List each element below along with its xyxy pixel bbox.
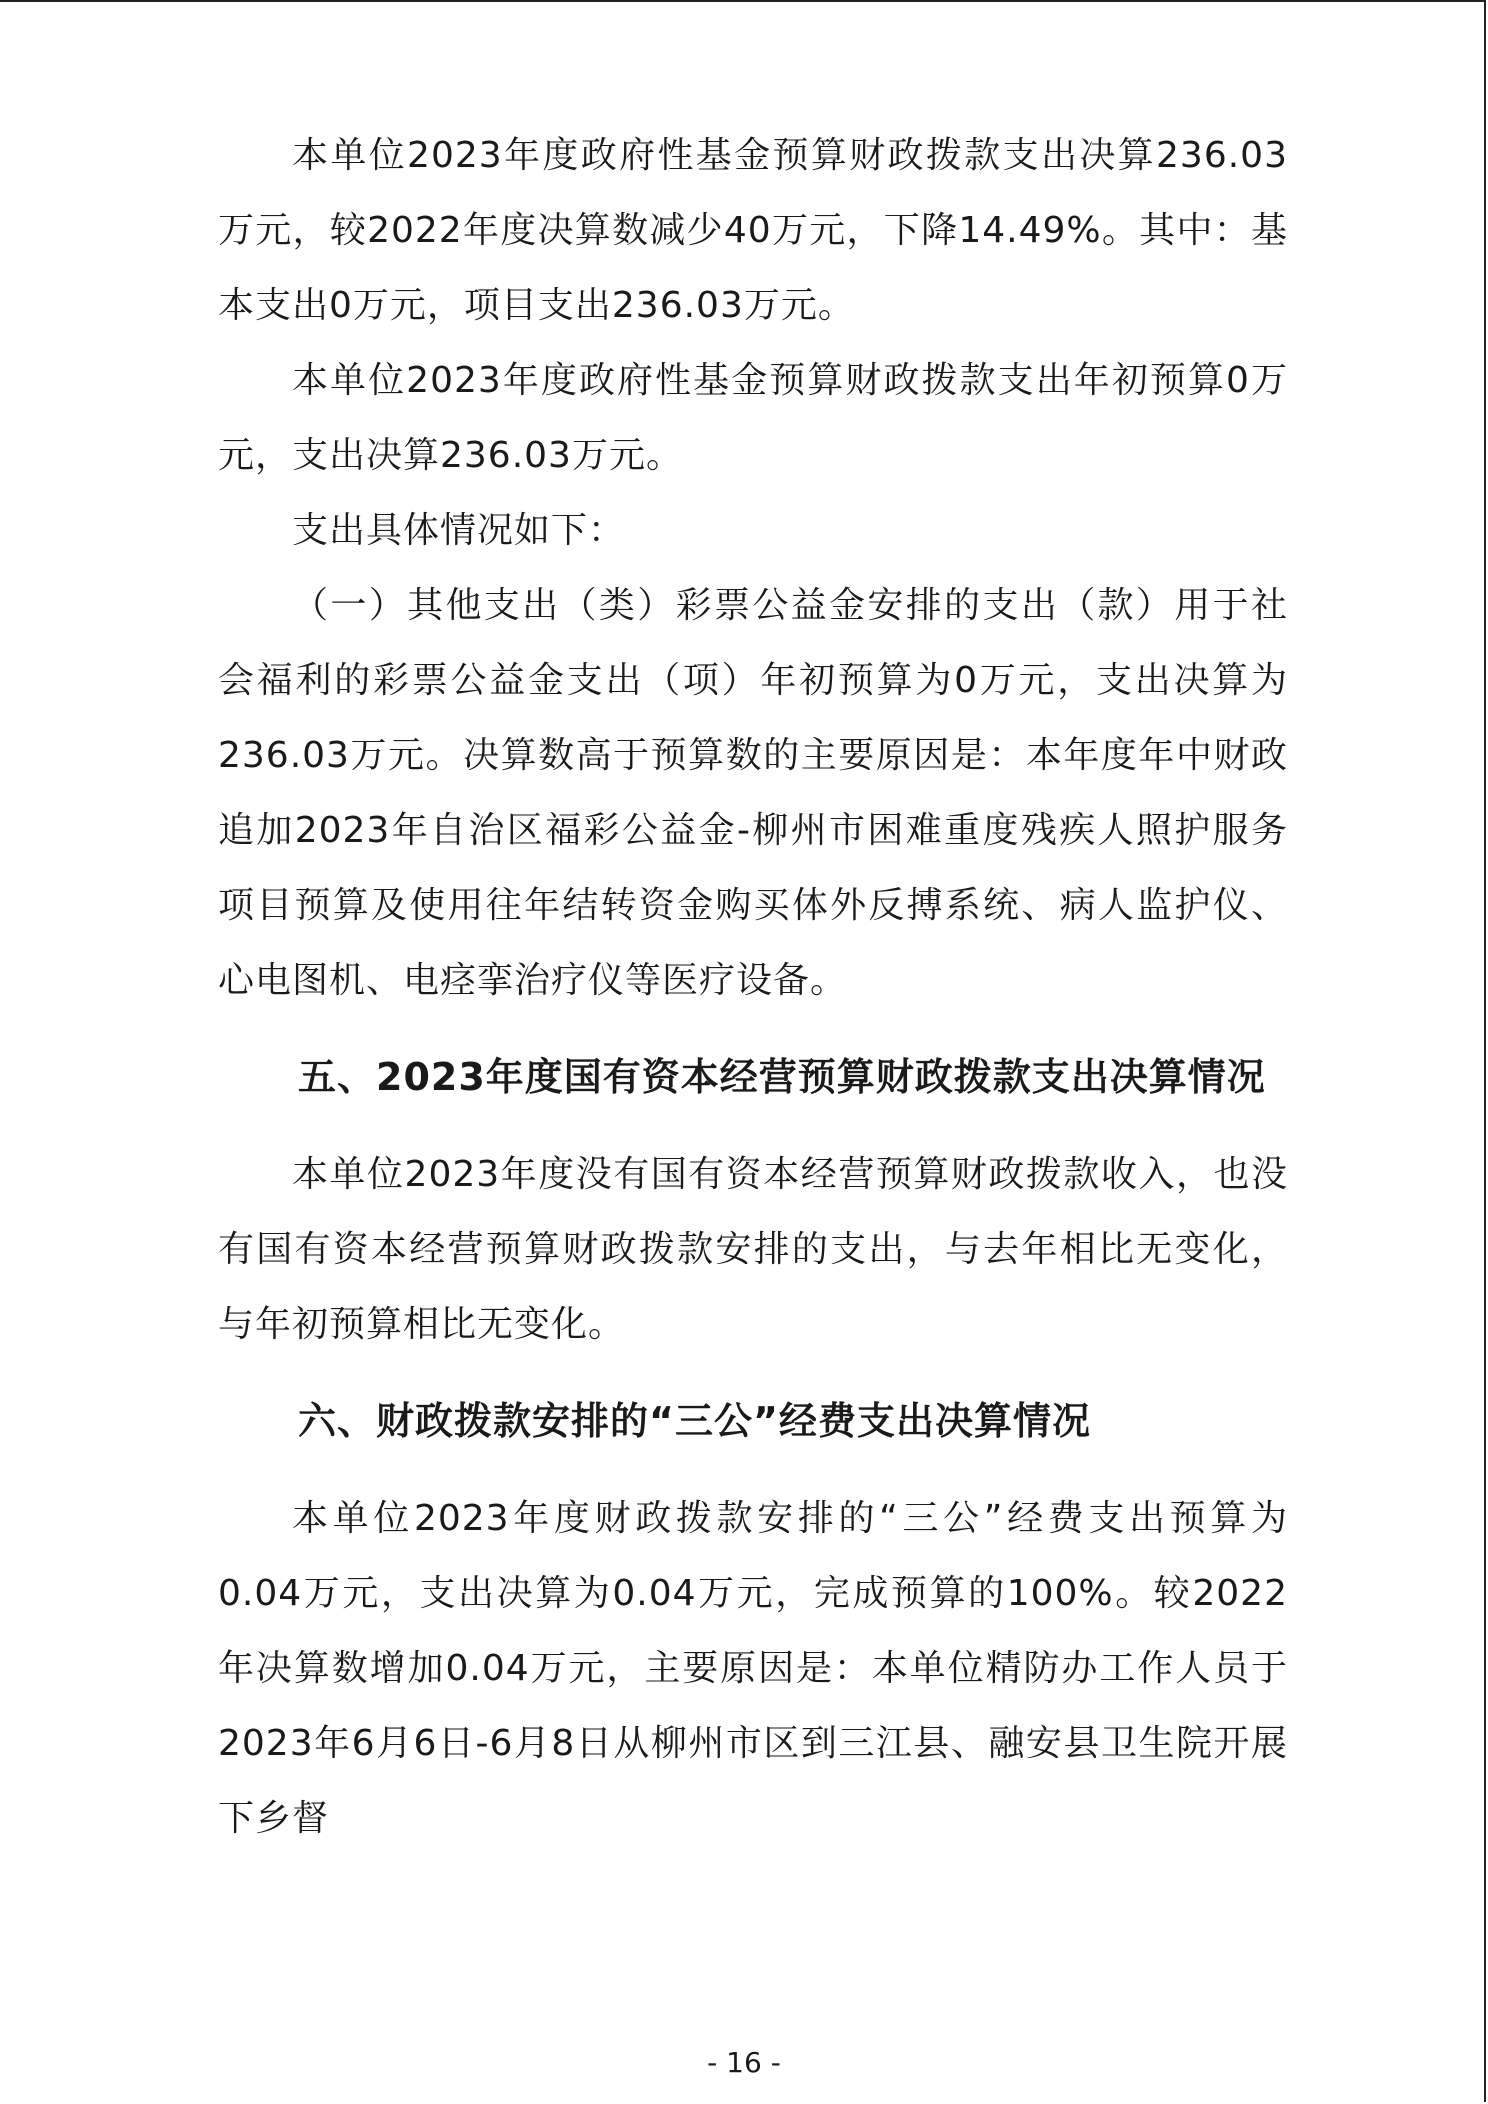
paragraph-section-6: 本单位2023年度财政拨款安排的“三公”经费支出预算为0.04万元，支出决算为0.04万元，完成预算的100%。较2022年决算数增加0.04万元，主要原因是：本单位精防办工作人员于2023年6月6日-6月8日从柳州市区到三江县、融安县卫生院开展下乡督 (218, 1498, 1288, 1839)
paragraph-details-intro: 支出具体情况如下： (292, 510, 626, 551)
page-number: - 16 - (707, 2046, 781, 2079)
document-body (218, 118, 1288, 1856)
section-heading-6: 六、财政拨款安排的“三公”经费支出决算情况 (298, 1399, 1091, 1443)
paragraph-fund-expenditure: 本单位2023年度政府性基金预算财政拨款支出决算236.03万元，较2022年度决算数减少40万元，下降14.49%。其中：基本支出0万元，项目支出236.03万元。 (218, 135, 1288, 326)
paragraph-fund-budget: 本单位2023年度政府性基金预算财政拨款支出年初预算0万元，支出决算236.03万元。 (218, 360, 1288, 476)
paragraph-section-5: 本单位2023年度没有国有资本经营预算财政拨款收入，也没有国有资本经营预算财政拨款安排的支出，与去年相比无变化，与年初预算相比无变化。 (218, 1154, 1288, 1345)
paragraph-detail-item-1: （一）其他支出（类）彩票公益金安排的支出（款）用于社会福利的彩票公益金支出（项）年初预算为0万元，支出决算为236.03万元。决算数高于预算数的主要原因是：本年度年中财政追加2023年自治区福彩公益金-柳州市困难重度残疾人照护服务项目预算及使用往年结转资金购买体外反搏系统、病人监护仪、心电图机、电痉挛治疗仪等医疗设备。 (218, 585, 1288, 1001)
section-heading-5: 五、2023年度国有资本经营预算财政拨款支出决算情况 (298, 1055, 1266, 1099)
